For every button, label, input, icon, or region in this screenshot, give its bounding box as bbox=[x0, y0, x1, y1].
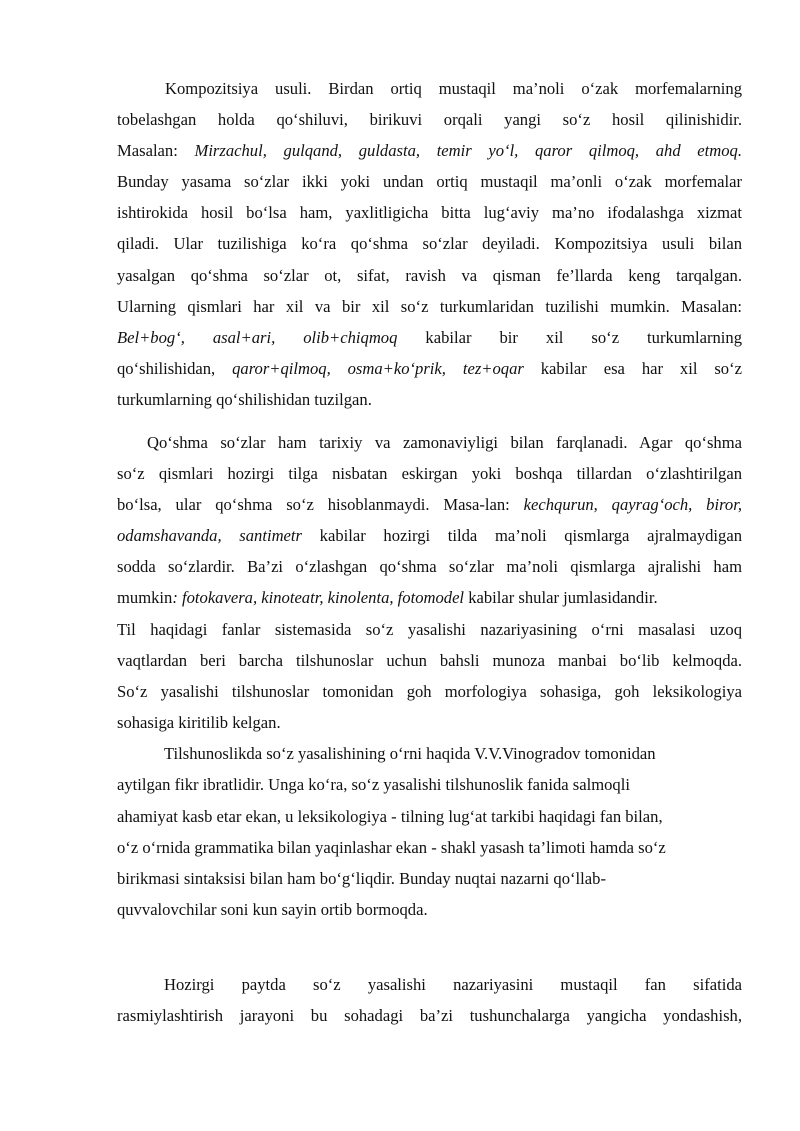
italic-examples: : fotokavera, kinoteatr, kinolenta, fotomodel bbox=[172, 588, 465, 608]
text-line: ishtirokida hosil bo‘lsa ham, yaxlitligicha bitta lug‘aviy ma’no ifodalashga xizmat bbox=[117, 203, 742, 223]
text-line: yasalgan qo‘shma so‘zlar ot, sifat, ravish va qisman fe’llarda keng tarqalgan. bbox=[117, 265, 742, 285]
text-line: qiladi. Ular tuzilishiga ko‘ra qo‘shma so‘zlar deyiladi. Kompozitsiya usuli bilan bbox=[117, 234, 742, 254]
text-line: o‘z o‘rnida grammatika bilan yaqinlashar ekan - shakl yasash ta’limoti hamda so‘z bbox=[117, 837, 666, 857]
italic-examples: odamshavanda, santimetr bbox=[117, 526, 302, 546]
text-line: ahamiyat kasb etar ekan, u leksikologiya - tilning lug‘at tarkibi haqidagi fan bilan, bbox=[117, 806, 663, 826]
text-span: bo‘lsa, ular qo‘shma so‘z hisoblanmaydi. Masa-lan: bbox=[117, 495, 524, 515]
text-span: Masalan: bbox=[117, 141, 195, 161]
text-line: quvvalovchilar soni kun sayin ortib bormoqda. bbox=[117, 900, 428, 920]
text-line: Hozirgi paytda so‘z yasalishi nazariyasini mustaqil fan sifatida bbox=[164, 975, 742, 994]
text-line: Qo‘shma so‘zlar ham tarixiy va zamonaviyligi bilan farqlanadi. Agar qo‘shma bbox=[147, 433, 742, 452]
text-line bbox=[117, 520, 742, 551]
text-line: vaqtlardan beri barcha tilshunoslar uchun bahsli munoza manbai bo‘lib kelmoqda. bbox=[117, 651, 742, 671]
text-line bbox=[117, 582, 742, 613]
italic-examples: kechqurun, qayrag‘och, biror, bbox=[523, 495, 742, 515]
italic-examples: Bel+bog‘, asal+ari, olib+chiqmoq bbox=[117, 327, 398, 347]
text-line: so‘z qismlari hozirgi tilga nisbatan eskirgan yoki boshqa tillardan o‘zlashtirilgan bbox=[117, 464, 742, 484]
text-line: Bunday yasama so‘zlar ikki yoki undan ortiq mustaqil ma’onli o‘zak morfemalar bbox=[117, 172, 742, 192]
paragraph-kompozitsiya bbox=[117, 73, 742, 415]
text-line: birikmasi sintaksisi bilan ham bo‘g‘liqdir. Bunday nuqtai nazarni qo‘llab- bbox=[117, 869, 606, 889]
text-span: kabilar esa har xil so‘z bbox=[523, 358, 742, 378]
text-span: kabilar hozirgi tilda ma’noli qismlarga ajralmaydigan bbox=[302, 526, 742, 546]
text-line bbox=[117, 489, 742, 520]
text-line: Tilshunoslikda so‘z yasalishining o‘rni haqida V.V.Vinogradov tomonidan bbox=[164, 744, 656, 763]
text-line: Ularning qismlari har xil va bir xil so‘z turkumlaridan tuzilishi mumkin. Masalan: bbox=[117, 296, 742, 316]
text-span: kabilar bir xil so‘z turkumlarning bbox=[397, 327, 742, 347]
paragraph-til-haqidagi bbox=[117, 614, 742, 738]
text-line: Kompozitsiya usuli. Birdan ortiq mustaqil ma’noli o‘zak morfemalarning bbox=[165, 79, 742, 98]
italic-examples: Mirzachul, gulqand, guldasta, temir yo‘l, qaror qilmoq, ahd etmoq. bbox=[194, 141, 742, 161]
text-line: turkumlarning qo‘shilishidan tuzilgan. bbox=[117, 389, 372, 409]
paragraph-qoshma-sozlar bbox=[117, 427, 742, 614]
text-span: kabilar shular jumlasidandir. bbox=[464, 588, 658, 608]
italic-examples: qaror+qilmoq, osma+ko‘prik, tez+oqar bbox=[232, 358, 524, 378]
text-line: So‘z yasalishi tilshunoslar tomonidan goh morfologiya sohasiga, goh leksikologiya bbox=[117, 682, 742, 702]
text-line bbox=[117, 135, 742, 166]
text-line bbox=[117, 322, 742, 353]
text-line: sohasiga kiritilib kelgan. bbox=[117, 713, 281, 733]
text-line: sodda so‘zlardir. Ba’zi o‘zlashgan qo‘shma so‘zlar ma’noli qismlarga ajralishi ham bbox=[117, 557, 742, 577]
text-span: mumkin bbox=[117, 588, 173, 608]
text-line bbox=[117, 353, 742, 384]
text-line: Til haqidagi fanlar sistemasida so‘z yasalishi nazariyasining o‘rni masalasi uzoq bbox=[117, 620, 742, 639]
paragraph-vinogradov bbox=[117, 738, 742, 926]
text-line: tobelashgan holda qo‘shiluvi, birikuvi orqali yangi so‘z hosil qilinishidir. bbox=[117, 110, 742, 130]
text-span: qo‘shilishidan, bbox=[117, 358, 233, 378]
paragraph-hozirgi-paytda bbox=[117, 969, 742, 1031]
text-line: aytilgan fikr ibratlidir. Unga ko‘ra, so‘z yasalishi tilshunoslik fanida salmoqli bbox=[117, 775, 630, 795]
text-line: rasmiylashtirish jarayoni bu sohadagi ba’zi tushunchalarga yangicha yondashish, bbox=[117, 1006, 742, 1026]
